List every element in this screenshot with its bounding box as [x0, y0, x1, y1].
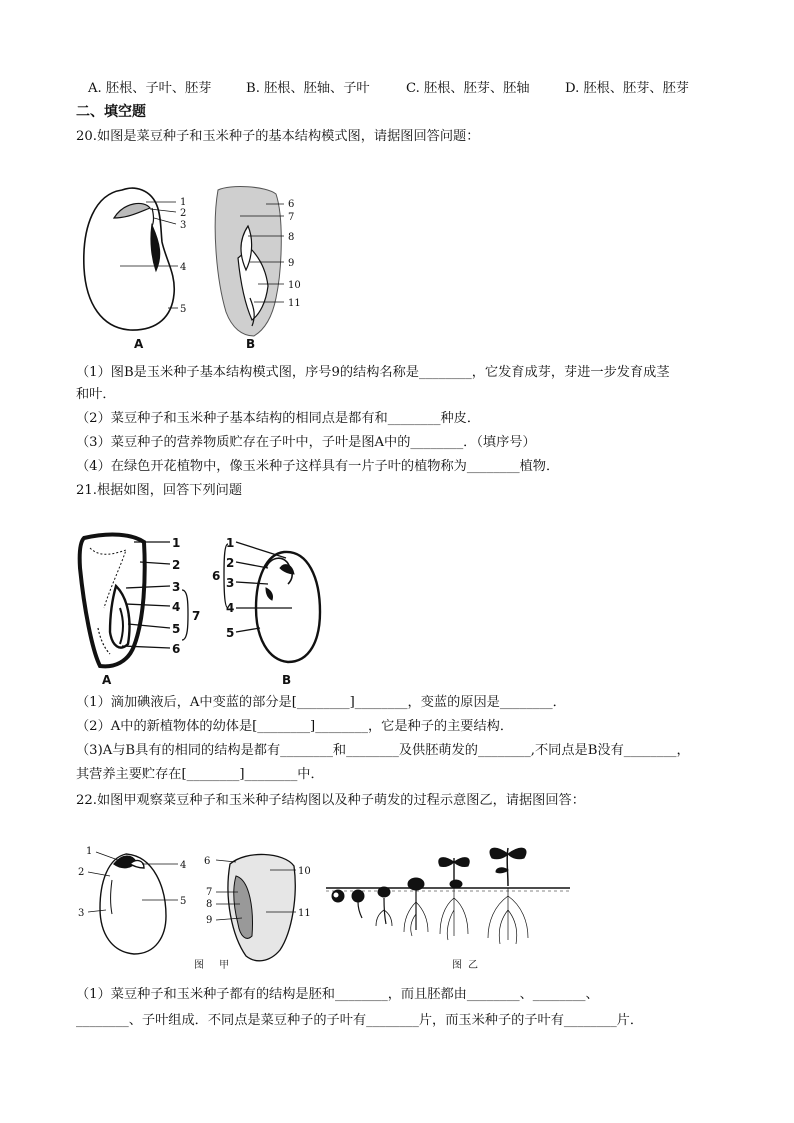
q21-item-2: （2）A中的新植物体的幼体是[________]________，它是种子的主要结构．	[76, 719, 514, 734]
q20-a-label-3: 3	[180, 220, 187, 231]
q21-a-label-2: 2	[172, 558, 181, 572]
q21-item-3: （3)A与B具有的相同的结构是都有________和________及供胚萌发的________,不同点是B没有________，	[76, 743, 690, 758]
q22-bean-label-1: 1	[86, 846, 93, 857]
q20-b-label-8: 8	[288, 232, 295, 243]
q20-item-1: （1）图B是玉米种子基本结构模式图，序号9的结构名称是________，它发育成芽，芽进一步发育成茎	[76, 365, 670, 380]
q21-b-label-6: 6	[212, 569, 221, 583]
q20-b-label-9: 9	[288, 258, 295, 269]
q22-item-1: （1）菜豆种子和玉米种子都有的结构是胚和________，而且胚都由________、________、	[76, 987, 599, 1002]
q21-a-label-5: 5	[172, 622, 181, 636]
q20-bean-seed	[84, 188, 174, 330]
q22-caption-yi: 图乙	[452, 960, 484, 971]
q21-item-3-cont: 其营养主要贮存在[________]________中．	[76, 767, 324, 782]
q22-bean-seed	[100, 854, 166, 954]
q22-caption-jia: 图 甲	[194, 960, 236, 971]
q20-b-label-10: 10	[288, 280, 301, 291]
q20-b-label-11: 11	[288, 298, 301, 309]
q21-b-label-5: 5	[226, 626, 235, 640]
q20-caption-b: B	[246, 337, 256, 351]
q20-b-label-6: 6	[288, 199, 295, 210]
q21-b-label-3: 3	[226, 576, 235, 590]
section-title: 二、填空题	[76, 104, 146, 120]
q21-b-label-4: 4	[226, 601, 235, 615]
q21-bean-seed	[256, 552, 320, 662]
q22-corn-label-7: 7	[206, 887, 213, 898]
q21-a-label-1: 1	[172, 536, 181, 550]
q21-a-label-3: 3	[172, 580, 181, 594]
q21-caption-b: B	[282, 673, 292, 687]
q20-caption-a: A	[134, 337, 144, 351]
q21-stem: 21.根据如图，回答下列问题	[76, 483, 243, 498]
q22-figure	[70, 840, 590, 976]
q21-figure	[70, 528, 340, 688]
q21-a-label-4: 4	[172, 600, 181, 614]
q22-bean-label-5: 5	[180, 896, 187, 907]
q21-item-1: （1）滴加碘液后，A中变蓝的部分是[________]________，变蓝的原因是________．	[76, 695, 566, 710]
q20-a-label-2: 2	[180, 208, 187, 219]
q21-b-label-2: 2	[226, 556, 235, 570]
q22-corn-seed	[228, 854, 295, 960]
q20-item-4: （4）在绿色开花植物中，像玉米种子这样具有一片子叶的植物称为________植物．	[76, 459, 560, 474]
q19-option-a: A. 胚根、子叶、胚芽	[88, 81, 212, 96]
q20-corn-seed	[215, 187, 281, 336]
q22-corn-label-8: 8	[206, 899, 213, 910]
q20-a-label-1: 1	[180, 197, 187, 208]
q19-option-b: B. 胚根、胚轴、子叶	[246, 81, 370, 96]
q19-option-d: D. 胚根、胚芽、胚芽	[565, 81, 689, 96]
q20-item-3: （3）菜豆种子的营养物质贮存在子叶中，子叶是图A中的________．（填序号）	[76, 435, 536, 450]
q22-germination-sequence	[326, 848, 570, 944]
q21-caption-a: A	[102, 673, 112, 687]
q21-b-label-1: 1	[226, 536, 235, 550]
q20-a-label-5: 5	[180, 304, 187, 315]
q22-stem: 22.如图甲观察菜豆种子和玉米种子结构图以及种子萌发的过程示意图乙，请据图回答：	[76, 793, 585, 808]
q20-b-label-7: 7	[288, 212, 295, 223]
q20-a-label-4: 4	[180, 262, 187, 273]
q22-corn-label-11: 11	[298, 908, 311, 919]
q22-corn-label-10: 10	[298, 866, 311, 877]
q20-stem: 20.如图是菜豆种子和玉米种子的基本结构模式图，请据图回答问题：	[76, 129, 480, 144]
q22-corn-label-6: 6	[204, 856, 211, 867]
q20-figure	[70, 178, 330, 354]
q21-a-label-6: 6	[172, 642, 181, 656]
q20-item-1-cont: 和叶．	[76, 387, 116, 402]
q22-bean-label-2: 2	[78, 867, 85, 878]
q21-a-label-7: 7	[192, 609, 201, 623]
q22-bean-label-3: 3	[78, 908, 85, 919]
q19-option-c: C. 胚根、胚芽、胚轴	[406, 81, 530, 96]
q20-item-2: （2）菜豆种子和玉米种子基本结构的相同点是都有和________种皮．	[76, 411, 481, 426]
q22-corn-label-9: 9	[206, 915, 213, 926]
q22-item-1-cont: ________、子叶组成．不同点是菜豆种子的子叶有________片，而玉米种子的子叶有________片．	[76, 1013, 644, 1028]
q22-bean-label-4: 4	[180, 860, 187, 871]
